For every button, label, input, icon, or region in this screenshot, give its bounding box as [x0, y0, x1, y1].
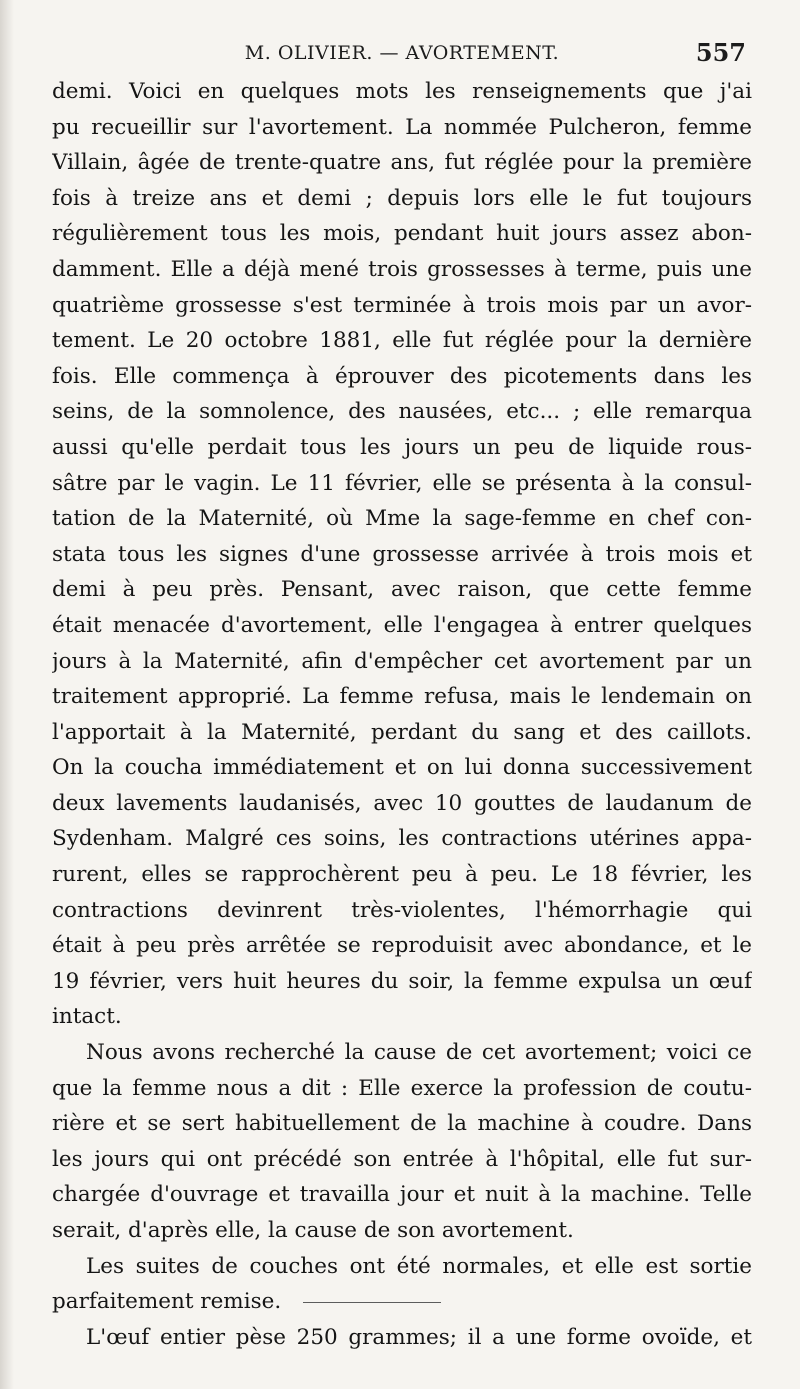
text-line: fois à treize ans et demi ; depuis lors elle le fut toujours — [52, 185, 752, 211]
text-line: jours à la Maternité, afin d'empêcher cet avortement par un — [52, 648, 752, 674]
text-line: quatrième grossesse s'est terminée à trois mois par un avor- — [52, 292, 752, 318]
text-line: les jours qui ont précédé son entrée à l'hôpital, elle fut sur- — [52, 1146, 752, 1172]
text-line: fois. Elle commença à éprouver des picotements dans les — [52, 363, 752, 389]
text-line: On la coucha immédiatement et on lui donna successivement — [52, 755, 752, 781]
page-number: 557 — [695, 38, 746, 67]
text-line: était à peu près arrêtée se reproduisit avec abondance, et le — [52, 933, 752, 959]
text-line: était menacée d'avortement, elle l'engagea à entrer quelques — [52, 612, 752, 638]
page-gutter-shadow — [0, 0, 14, 1389]
text-line: intact. — [52, 1004, 122, 1030]
text-line: l'apportait à la Maternité, perdant du sang et des caillots. — [52, 719, 752, 745]
body-text — [52, 74, 752, 1355]
text-line: régulièrement tous les mois, pendant huit jours assez abon- — [52, 221, 752, 247]
paragraph — [52, 1249, 752, 1320]
text-line: pu recueillir sur l'avortement. La nommée Pulcheron, femme — [52, 114, 752, 140]
paragraph — [52, 74, 752, 1035]
text-line: parfaitement remise. — [52, 1284, 752, 1320]
text-line: que la femme nous a dit : Elle exerce la profession de coutu- — [52, 1075, 752, 1101]
text-line: rière et se sert habituellement de la machine à coudre. Dans — [52, 1111, 752, 1137]
text-line: contractions devinrent très-violentes, l'hémorrhagie qui — [52, 897, 752, 923]
paragraph — [52, 1320, 752, 1356]
text-line: demi à peu près. Pensant, avec raison, que cette femme — [52, 577, 752, 603]
text-line: chargée d'ouvrage et travailla jour et nuit à la machine. Telle — [52, 1182, 752, 1208]
paragraph — [52, 1035, 752, 1249]
text-line: Nous avons recherché la cause de cet avortement; voici ce — [86, 1040, 752, 1066]
separator-rule — [303, 1302, 441, 1303]
text-line: tation de la Maternité, où Mme la sage-femme en chef con- — [52, 506, 752, 532]
text-line: seins, de la somnolence, des nausées, etc... ; elle remarqua — [52, 399, 752, 425]
running-head: M. OLIVIER. — AVORTEMENT. — [244, 42, 560, 64]
text-line: demi. Voici en quelques mots les renseignements que j'ai — [52, 79, 752, 104]
text-line: 19 février, vers huit heures du soir, la femme expulsa un œuf — [52, 968, 752, 994]
page-header — [52, 36, 752, 68]
text-line: Les suites de couches ont été normales, et elle est sortie — [86, 1253, 752, 1279]
text-line: sâtre par le vagin. Le 11 février, elle se présenta à la consul- — [52, 470, 752, 496]
text-line: damment. Elle a déjà mené trois grossesses à terme, puis une — [52, 256, 752, 282]
text-line: rurent, elles se rapprochèrent peu à peu. Le 18 février, les — [52, 862, 752, 888]
text-line: Villain, âgée de trente-quatre ans, fut réglée pour la première — [52, 150, 752, 176]
text-line: L'œuf entier pèse 250 grammes; il a une forme ovoïde, et — [86, 1324, 752, 1350]
text-line: Sydenham. Malgré ces soins, les contractions utérines appa- — [52, 826, 752, 852]
text-line: deux lavements laudanisés, avec 10 gouttes de laudanum de — [52, 790, 752, 816]
text-line: tement. Le 20 octobre 1881, elle fut réglée pour la dernière — [52, 328, 752, 354]
text-line: stata tous les signes d'une grossesse arrivée à trois mois et — [52, 541, 752, 567]
text-line: traitement approprié. La femme refusa, mais le lendemain on — [52, 684, 752, 710]
text-line: serait, d'après elle, la cause de son avortement. — [52, 1218, 574, 1243]
text-line: aussi qu'elle perdait tous les jours un peu de liquide rous- — [52, 434, 752, 460]
